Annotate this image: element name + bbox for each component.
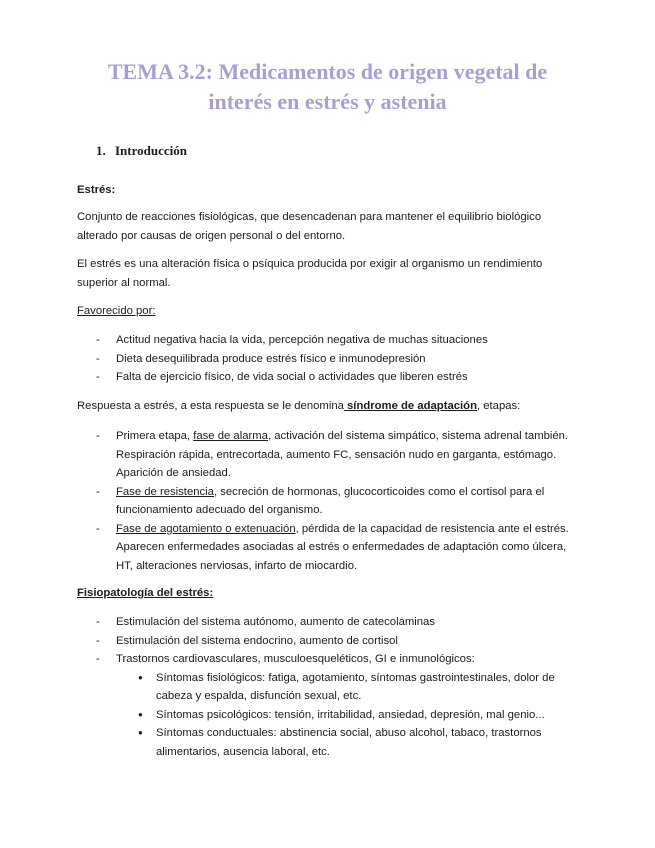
trastornos-text: Trastornos cardiovasculares, musculoesqueléticos, GI e inmunológicos: bbox=[116, 653, 475, 665]
paragraph-alteration: El estrés es una alteración física o psíquica producida por exigir al organismo un rendimiento superior al normal. bbox=[77, 258, 543, 289]
document-title bbox=[60, 57, 595, 117]
list-item: - Estimulación del sistema endocrino, aumento de cortisol bbox=[77, 632, 577, 651]
list-item: - Estimulación del sistema autónomo, aumento de catecolaminas bbox=[77, 613, 577, 632]
list-item: - Actitud negativa hacia la vida, percepción negativa de muchas situaciones bbox=[77, 331, 577, 350]
etapa-term: fase de alarma bbox=[193, 430, 268, 442]
title-line-2: interés en estrés y astenia bbox=[208, 89, 447, 114]
title-line-1: TEMA 3.2: Medicamentos de origen vegetal de bbox=[107, 59, 548, 84]
section-title: Introducción bbox=[115, 143, 187, 158]
etapa-item-resistencia bbox=[77, 483, 577, 520]
sindrome-term: síndrome de adaptación bbox=[343, 400, 477, 412]
respuesta-paragraph bbox=[77, 397, 577, 416]
estres-heading: Estrés: bbox=[77, 184, 116, 196]
paragraph-definition: Conjunto de reacciones fisiológicas, que desencadenan para mantener el equilibrio biológico alterado por causas de origen personal o del entorno. bbox=[77, 211, 542, 242]
favorecido-list bbox=[77, 331, 577, 387]
favorecido-label: Favorecido por: bbox=[77, 305, 156, 317]
section-heading bbox=[96, 143, 187, 159]
sintoma-item: ● Síntomas conductuales: abstinencia social, abuso alcohol, tabaco, trastornos alimentarios, ausencia laboral, etc. bbox=[116, 724, 577, 761]
respuesta-suffix: , etapas: bbox=[476, 400, 521, 412]
fisiopatologia-list bbox=[77, 613, 577, 761]
fisiopatologia-heading: Fisiopatología del estrés: bbox=[77, 587, 214, 599]
list-item: - Falta de ejercicio físico, de vida social o actividades que liberen estrés bbox=[77, 368, 577, 387]
sintoma-item: ● Síntomas fisiológicos: fatiga, agotamiento, síntomas gastrointestinales, dolor de cabeza y espalda, disfunción sexual, etc. bbox=[116, 669, 577, 706]
list-item bbox=[77, 650, 577, 761]
etapa-description: , pérdida de la capacidad de resistencia ante el estrés. Aparecen enfermedades asociadas al estrés o enfermedades de adaptación como úlcera, HT, alteraciones nerviosas, infarto de miocardio. bbox=[116, 522, 569, 572]
respuesta-text: Respuesta a estrés, a esta respuesta se le denomina bbox=[77, 400, 344, 412]
etapa-item-alarma bbox=[77, 427, 577, 483]
etapa-description: , secreción de hormonas, glucocorticoides como el cortisol para el funcionamiento adecuado del organismo. bbox=[116, 485, 545, 516]
etapas-list bbox=[77, 427, 577, 575]
etapa-prefix: Primera etapa, bbox=[116, 430, 194, 442]
etapa-term: Fase de resistencia bbox=[116, 485, 214, 498]
section-number: 1. bbox=[96, 143, 106, 158]
etapa-term: Fase de agotamiento o extenuación bbox=[116, 522, 296, 535]
etapa-description: , activación del sistema simpático, sistema adrenal también. Respiración rápida, entrecortada, aumento FC, sensación nudo en garganta, estómago. Aparición de ansiedad. bbox=[116, 430, 569, 479]
list-item: - Dieta desequilibrada produce estrés físico e inmunodepresión bbox=[77, 350, 577, 369]
sintomas-list bbox=[116, 669, 577, 762]
etapa-item-agotamiento bbox=[77, 520, 577, 576]
sintoma-item: ● Síntomas psicológicos: tensión, irritabilidad, ansiedad, depresión, mal genio... bbox=[116, 706, 577, 725]
